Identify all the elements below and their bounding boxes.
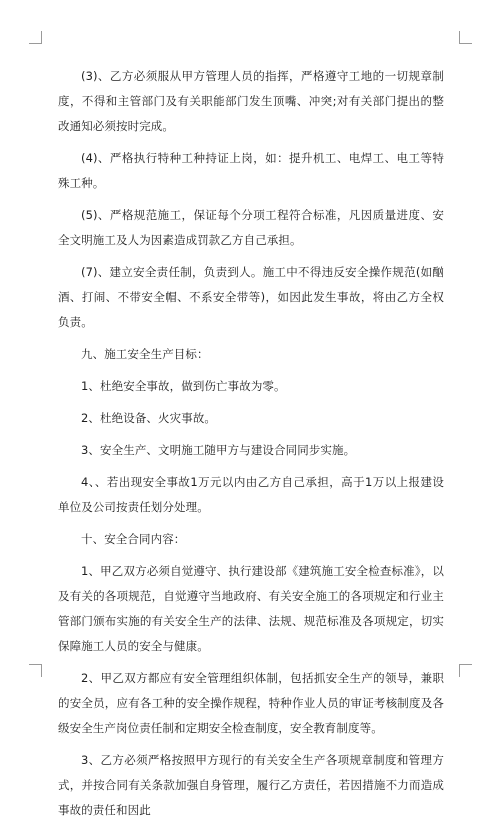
paragraph: (4)、严格执行特种工种持证上岗，如：提升机工、电焊工、电工等特殊工种。 (58, 151, 444, 190)
paragraph: 2、杜绝设备、火灾事故。 (81, 411, 217, 425)
document-body (58, 64, 444, 830)
page-corner-mark-bottom-right (459, 664, 472, 677)
paragraph: 4、、若出现安全事故1万元以内由乙方自己承担，高于1万以上报建设单位及公司按责任划分处理。 (58, 475, 444, 514)
paragraph: 3、安全生产、文明施工随甲方与建设合同同步实施。 (81, 443, 356, 457)
paragraph: 3、乙方必须严格按照甲方现行的有关安全生产各项规章制度和管理方式，并按合同有关条款加强自身管理，履行乙方责任，若因措施不力而造成事故的责任和因此 (58, 753, 444, 817)
page-corner-mark-top-right (459, 31, 472, 44)
section-heading: 十、安全合同内容： (81, 532, 186, 546)
page-corner-mark-bottom-left (29, 664, 42, 677)
paragraph: (3)、乙方必须服从甲方管理人员的指挥，严格遵守工地的一切规章制度，不得和主管部门及有关职能部门发生顶嘴、冲突;对有关部门提出的整改通知必须按时完成。 (58, 69, 444, 133)
paragraph: 1、杜绝安全事故，做到伤亡事故为零。 (81, 379, 286, 393)
paragraph: (7)、建立安全责任制，负责到人。施工中不得违反安全操作规范(如酗酒、打闹、不带安全帽、不系安全带等)，如因此发生事故，将由乙方全权负责。 (58, 265, 444, 329)
paragraph: (5)、严格规范施工，保证每个分项工程符合标准，凡因质量进度、安全文明施工及人为因素造成罚款乙方自己承担。 (58, 208, 444, 247)
section-heading: 九、施工安全生产目标： (81, 347, 209, 361)
paragraph: 2、甲乙双方都应有安全管理组织体制，包括抓安全生产的领导，兼职的安全员，应有各工种的安全操作规程，特种作业人员的审证考核制度及各级安全生产岗位责任制和定期安全检查制度，安全教育制度等。 (58, 671, 444, 735)
page-corner-mark-top-left (29, 31, 42, 44)
paragraph: 1、甲乙双方必须自觉遵守、执行建设部《建筑施工安全检查标准》，以及有关的各项规范，自觉遵守当地政府、有关安全施工的各项规定和行业主管部门颁布实施的有关安全生产的法律、法规、规范标准及各项规定，切实保障施工人员的安全与健康。 (58, 564, 444, 653)
